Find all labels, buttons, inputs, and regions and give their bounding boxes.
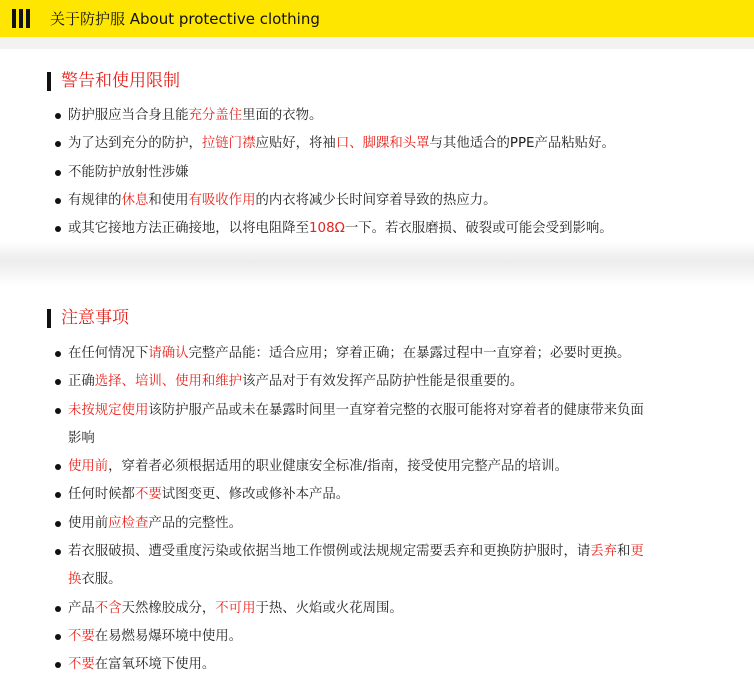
highlight-text: 丢弃 [590,544,618,560]
item-text: 在任何情况下 [68,346,149,361]
item-text: 应贴好，将袖 [255,136,336,152]
item-text: 有规律的 [68,192,122,208]
highlight-text: 拉链门襟 [201,136,256,152]
list-item [54,159,615,187]
highlight-text: 应检查 [108,515,149,531]
list-item [54,215,615,243]
list-item [54,623,644,651]
notice-list [54,340,644,680]
item-text: 该防护服产品或未在暴露时间里一直穿着完整的衣服可能将对穿着者的健康带来负面 [148,402,644,418]
item-text: 不能防护放射性涉嫌 [68,164,189,180]
highlight-text: 选择、培训、使用和维护 [94,374,243,390]
highlight-text: 不要 [68,657,95,673]
highlight-text: 充分盖住 [188,108,243,123]
highlight-text: 更 [630,544,644,560]
item-text: 防护服应当合身且能 [68,108,189,123]
list-item [54,651,644,679]
list-item-continuation [68,425,644,453]
highlight-text: 休息 [121,192,149,208]
item-text: 正确 [68,374,95,390]
list-item [54,130,615,158]
header-title: 关于防护服 About protective clothing [50,10,320,28]
item-text: 在富氧环境下使用。 [94,657,216,673]
item-text: ，穿着者必须根据适用的职业健康安全标准/指南，接受使用完整产品的培训。 [108,459,568,475]
notice-title: 注意事项 [47,308,129,328]
item-text: 天然橡胶成分， [121,600,216,616]
divider [0,241,754,286]
section-header [0,0,754,37]
item-text: 和 [617,544,631,560]
list-item [54,187,615,215]
item-text: 于热、火焰或火花周围。 [255,600,403,616]
highlight-text: 不可用 [215,600,256,616]
list-item [54,595,644,623]
list-item-continuation [68,566,644,594]
item-text: 一下。若衣服磨损、破裂或可能会受到影响。 [344,221,613,237]
item-text: 任何时候都 [68,487,135,503]
highlight-text: 使用前 [68,459,109,475]
warning-title: 警告和使用限制 [47,71,180,91]
list-item [54,510,644,538]
triple-bar-icon [12,9,30,28]
item-text: 若衣服破损、遭受重度污染或依据当地工作惯例或法规规定需要丢弃和更换防护服时，请 [68,544,591,560]
item-text: 的内衣将减少长时间穿着导致的热应力。 [255,192,497,208]
item-text: 该产品对于有效发挥产品防护性能是很重要的。 [242,374,524,390]
item-text: 产品的完整性。 [148,515,243,531]
highlight-text: 换 [68,572,82,588]
list-item [54,481,644,509]
list-item [54,340,644,368]
warning-list [54,102,615,243]
list-item [54,397,644,454]
list-item [54,453,644,481]
highlight-text: 108Ω [309,221,345,237]
item-text: 里面的衣物。 [242,108,323,123]
item-text: 完整产品能：适合应用；穿着正确；在暴露过程中一直穿着；必要时更换。 [188,346,631,361]
divider [0,37,754,49]
item-text: 为了达到充分的防护， [68,136,202,152]
item-text: 和使用 [148,192,189,208]
highlight-text: 未按规定使用 [68,402,149,418]
list-item [54,538,644,595]
highlight-text: 请确认 [148,346,189,361]
highlight-text: 不要 [68,628,95,644]
item-text: 试图变更、修改或修补本产品。 [161,487,350,503]
item-text: 影响 [68,430,95,446]
highlight-text: 不要 [134,487,162,503]
highlight-text: 有吸收作用 [188,192,256,208]
item-text: 使用前 [68,515,109,531]
list-item [54,102,615,130]
item-text: 在易燃易爆环境中使用。 [94,628,243,644]
item-text: 衣服。 [81,572,122,588]
highlight-text: 口、脚踝和头罩 [335,136,430,152]
item-text: 产品 [68,600,95,616]
list-item [54,368,644,396]
highlight-text: 不含 [94,600,122,616]
item-text: 与其他适合的PPE产品粘贴好。 [429,136,615,152]
item-text: 或其它接地方法正确接地，以将电阻降至 [68,221,310,237]
